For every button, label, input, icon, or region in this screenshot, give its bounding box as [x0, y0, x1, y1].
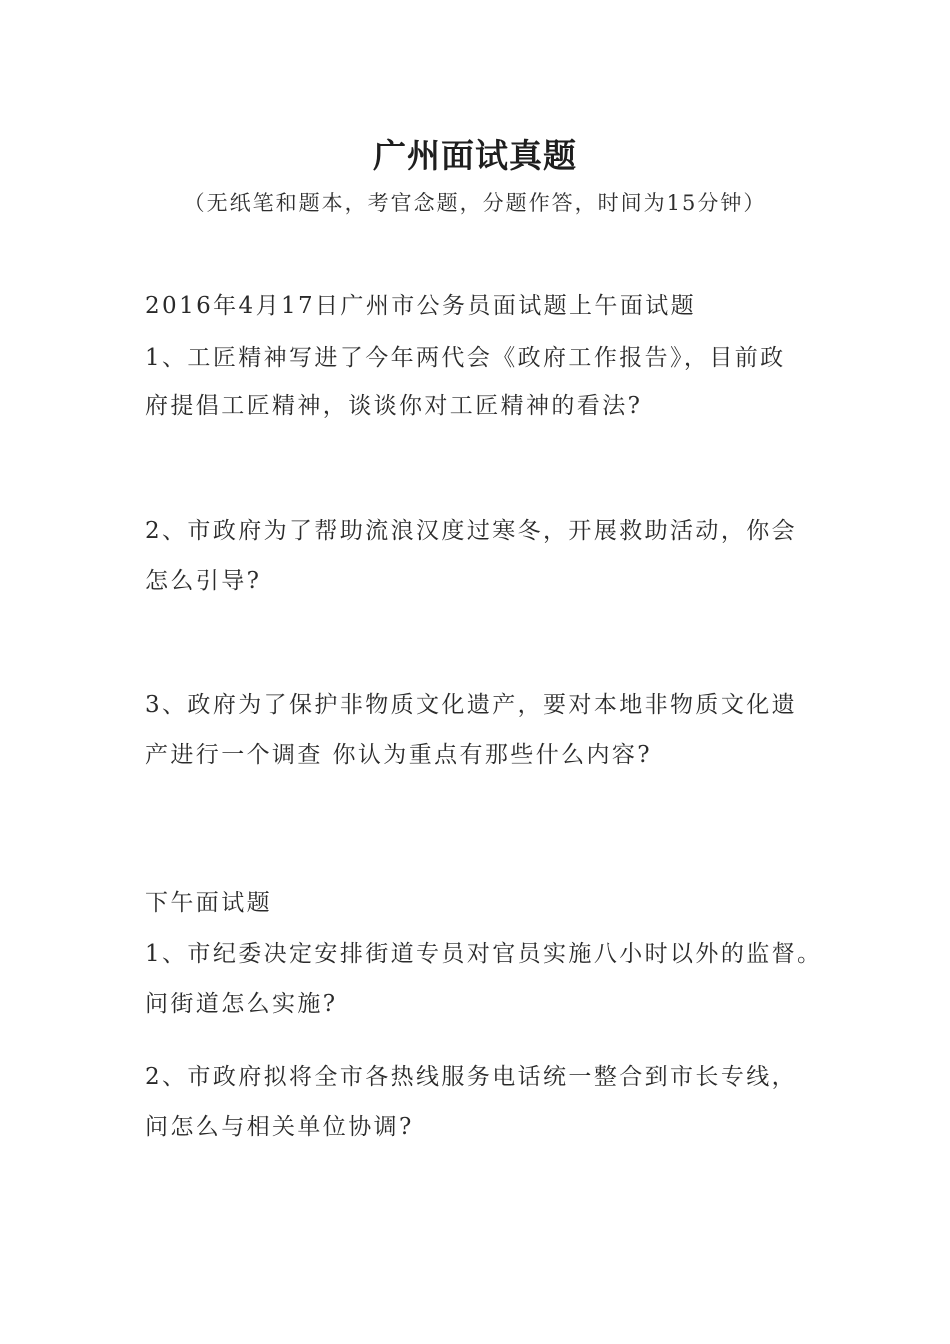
morning-question-1-line-1: 1、工匠精神写进了今年两代会《政府工作报告》，目前政 [145, 345, 786, 371]
morning-section-heading: 2016年4月17日广州市公务员面试题上午面试题 [145, 293, 697, 319]
afternoon-question-2-line-2: 问怎么与相关单位协调? [145, 1114, 414, 1140]
morning-question-3-line-2: 产进行一个调查 你认为重点有那些什么内容? [145, 742, 653, 768]
morning-question-1-line-2: 府提倡工匠精神，谈谈你对工匠精神的看法? [145, 393, 643, 419]
morning-question-2-line-1: 2、市政府为了帮助流浪汉度过寒冬，开展救助活动，你会 [145, 518, 798, 544]
document-subtitle: （无纸笔和题本，考官念题，分题作答，时间为15分钟） [183, 191, 767, 215]
afternoon-question-1-line-1: 1、市纪委决定安排街道专员对官员实施八小时以外的监督。 [145, 941, 823, 967]
document-title: 广州面试真题 [373, 136, 577, 175]
morning-question-3-line-1: 3、政府为了保护非物质文化遗产，要对本地非物质文化遗 [145, 692, 798, 718]
afternoon-question-2-line-1: 2、市政府拟将全市各热线服务电话统一整合到市长专线， [145, 1064, 798, 1090]
afternoon-section-heading: 下午面试题 [145, 890, 272, 916]
afternoon-question-1-line-2: 问街道怎么实施? [145, 991, 338, 1017]
morning-question-2-line-2: 怎么引导? [145, 568, 262, 594]
